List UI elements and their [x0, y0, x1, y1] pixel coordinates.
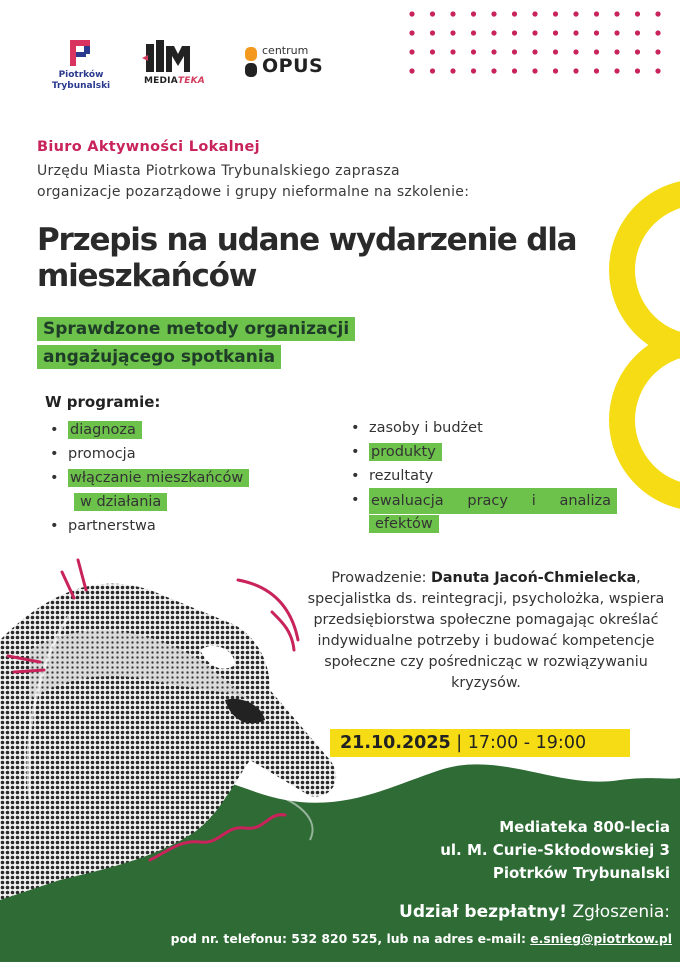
list-item — [345, 488, 615, 512]
decor-dot — [635, 30, 640, 35]
decor-dot — [450, 49, 455, 54]
justified-word: pracy — [467, 493, 508, 509]
decor-dot — [512, 11, 517, 16]
decor-dot — [594, 30, 599, 35]
decor-dot — [614, 30, 619, 35]
program-list-right — [345, 416, 615, 536]
mediateka-logo-text — [144, 76, 205, 86]
opus-small-text: centrum — [262, 44, 309, 57]
organizer-name: Biuro Aktywności Lokalnej — [37, 139, 260, 155]
registration-label: Zgłoszenia: — [572, 902, 670, 922]
decor-dot — [430, 68, 435, 73]
decor-dot — [471, 30, 476, 35]
continuation-text: efektów — [369, 515, 439, 533]
registration-contact — [30, 931, 672, 946]
decor-dot — [409, 49, 414, 54]
decor-dot — [573, 11, 578, 16]
event-datetime — [340, 729, 586, 757]
list-item-text: rezultaty — [369, 468, 434, 484]
contact-phone-text: pod nr. telefonu: 532 820 525, lub na adres e-mail: — [170, 931, 531, 946]
free-participation: Udział bezpłatny! — [399, 902, 568, 922]
list-item-text — [369, 488, 617, 514]
presenter-bio: , specjalistka ds. reintegracji, psycholożka, wspiera przedsiębiorstwa społeczne pomagając określać indywidualne potrzeby i budować kompetencje społeczne czy pośrednicząc w rozwiązywaniu kryzysów. — [307, 570, 665, 691]
presenter-label: Prowadzenie: — [331, 570, 427, 586]
presenter-name: Danuta Jacoń-Chmielecka — [431, 570, 637, 586]
decor-dot — [573, 30, 578, 35]
decor-dot — [594, 49, 599, 54]
list-item-text: partnerstwa — [68, 518, 156, 534]
decor-dot — [491, 30, 496, 35]
venue-street: ul. M. Curie-Skłodowskiej 3 — [440, 841, 670, 859]
justified-word: analiza — [559, 493, 611, 509]
list-item-text: produkty — [369, 443, 442, 461]
decor-dot — [573, 68, 578, 73]
decor-dot — [655, 49, 660, 54]
title-line-1: Przepis na udane wydarzenie dla — [37, 222, 577, 258]
intro-text — [37, 161, 637, 203]
decor-dot — [614, 49, 619, 54]
decor-dot — [491, 49, 496, 54]
mediateka-text: MEDIA — [144, 76, 178, 86]
decor-dot — [409, 11, 414, 16]
decor-dot — [532, 30, 537, 35]
decor-dot — [614, 11, 619, 16]
decor-dot — [471, 49, 476, 54]
program-list-left — [44, 418, 294, 538]
decor-dot — [553, 68, 558, 73]
list-item — [44, 442, 294, 466]
list-item-text: włączanie mieszkańców — [68, 469, 249, 487]
decor-dot — [614, 68, 619, 73]
decor-dot — [594, 68, 599, 73]
list-item-text: promocja — [68, 446, 136, 462]
justified-word: i — [531, 493, 536, 509]
decor-dot — [532, 11, 537, 16]
subtitle-line-1: Sprawdzone metody organizacji — [37, 317, 355, 341]
list-item — [345, 416, 615, 440]
decor-dot — [471, 11, 476, 16]
mediateka-emblem-icon — [142, 38, 204, 76]
event-subtitle — [37, 315, 477, 371]
decor-dot — [532, 68, 537, 73]
mediateka-logo — [142, 38, 212, 92]
event-time: 17:00 - 19:00 — [467, 733, 587, 753]
decor-dot — [512, 30, 517, 35]
program-item-continuation — [44, 490, 294, 514]
list-item — [44, 514, 294, 538]
list-item — [44, 418, 294, 442]
dot-grid-decor — [409, 11, 660, 73]
decor-dot — [450, 11, 455, 16]
list-item — [44, 466, 294, 490]
decor-dot — [491, 11, 496, 16]
decor-dot — [471, 68, 476, 73]
decor-dot — [430, 30, 435, 35]
decor-dot — [409, 68, 414, 73]
yellow-ring-lower — [622, 342, 680, 498]
decor-dot — [594, 11, 599, 16]
justified-word: • ewaluacja — [371, 493, 444, 509]
continuation-text: w działania — [74, 493, 167, 511]
list-item — [345, 440, 615, 464]
venue-city: Piotrków Trybunalski — [492, 864, 670, 882]
intro-line-1: Urzędu Miasta Piotrkowa Trybunalskiego zaprasza — [37, 163, 400, 179]
decor-dot — [635, 11, 640, 16]
program-item-continuation — [345, 512, 615, 536]
decor-dot — [430, 49, 435, 54]
registration-heading — [336, 902, 670, 922]
list-item-text: diagnoza — [68, 421, 142, 439]
presenter-description — [302, 568, 670, 694]
opus-big-text: OPUS — [262, 55, 324, 77]
event-date: 21.10.2025 — [340, 733, 451, 753]
decor-dot — [450, 30, 455, 35]
decor-dot — [655, 11, 660, 16]
piotrkow-logo — [46, 38, 116, 100]
subtitle-line-2: angażującego spotkania — [37, 345, 281, 369]
decor-dot — [553, 11, 558, 16]
event-title — [37, 222, 637, 294]
decor-dot — [430, 11, 435, 16]
venue-address — [380, 816, 670, 885]
piotrkow-logo-line1: Piotrków — [58, 70, 104, 80]
decor-dot — [635, 68, 640, 73]
decor-dot — [512, 68, 517, 73]
decor-dot — [553, 49, 558, 54]
decor-dot — [512, 49, 517, 54]
program-heading: W programie: — [45, 393, 161, 411]
decor-dot — [635, 49, 640, 54]
decor-dot — [532, 49, 537, 54]
decor-dot — [655, 30, 660, 35]
contact-email-link[interactable]: e.snieg@piotrkow.pl — [530, 931, 672, 946]
list-item-text: zasoby i budżet — [369, 420, 483, 436]
decor-dot — [655, 68, 660, 73]
piotrkow-logo-text — [46, 70, 116, 92]
decor-dot — [573, 49, 578, 54]
intro-line-2: organizacje pozarządowe i grupy nieformalne na szkolenie: — [37, 184, 470, 200]
centrum-opus-logo — [244, 44, 344, 84]
venue-name: Mediateka 800-lecia — [499, 818, 670, 836]
list-item — [345, 464, 615, 488]
decor-dot — [409, 30, 414, 35]
mediateka-accent-text: TEKA — [177, 76, 205, 86]
title-line-2: mieszkańców — [37, 258, 257, 294]
opus-emblem-icon — [244, 46, 260, 80]
decor-dot — [553, 30, 558, 35]
decor-dot — [491, 68, 496, 73]
piotrkow-logo-line2: Trybunalski — [51, 81, 111, 91]
decor-dot — [450, 68, 455, 73]
piotrkow-emblem-icon — [66, 38, 96, 68]
date-separator: | — [456, 733, 463, 753]
